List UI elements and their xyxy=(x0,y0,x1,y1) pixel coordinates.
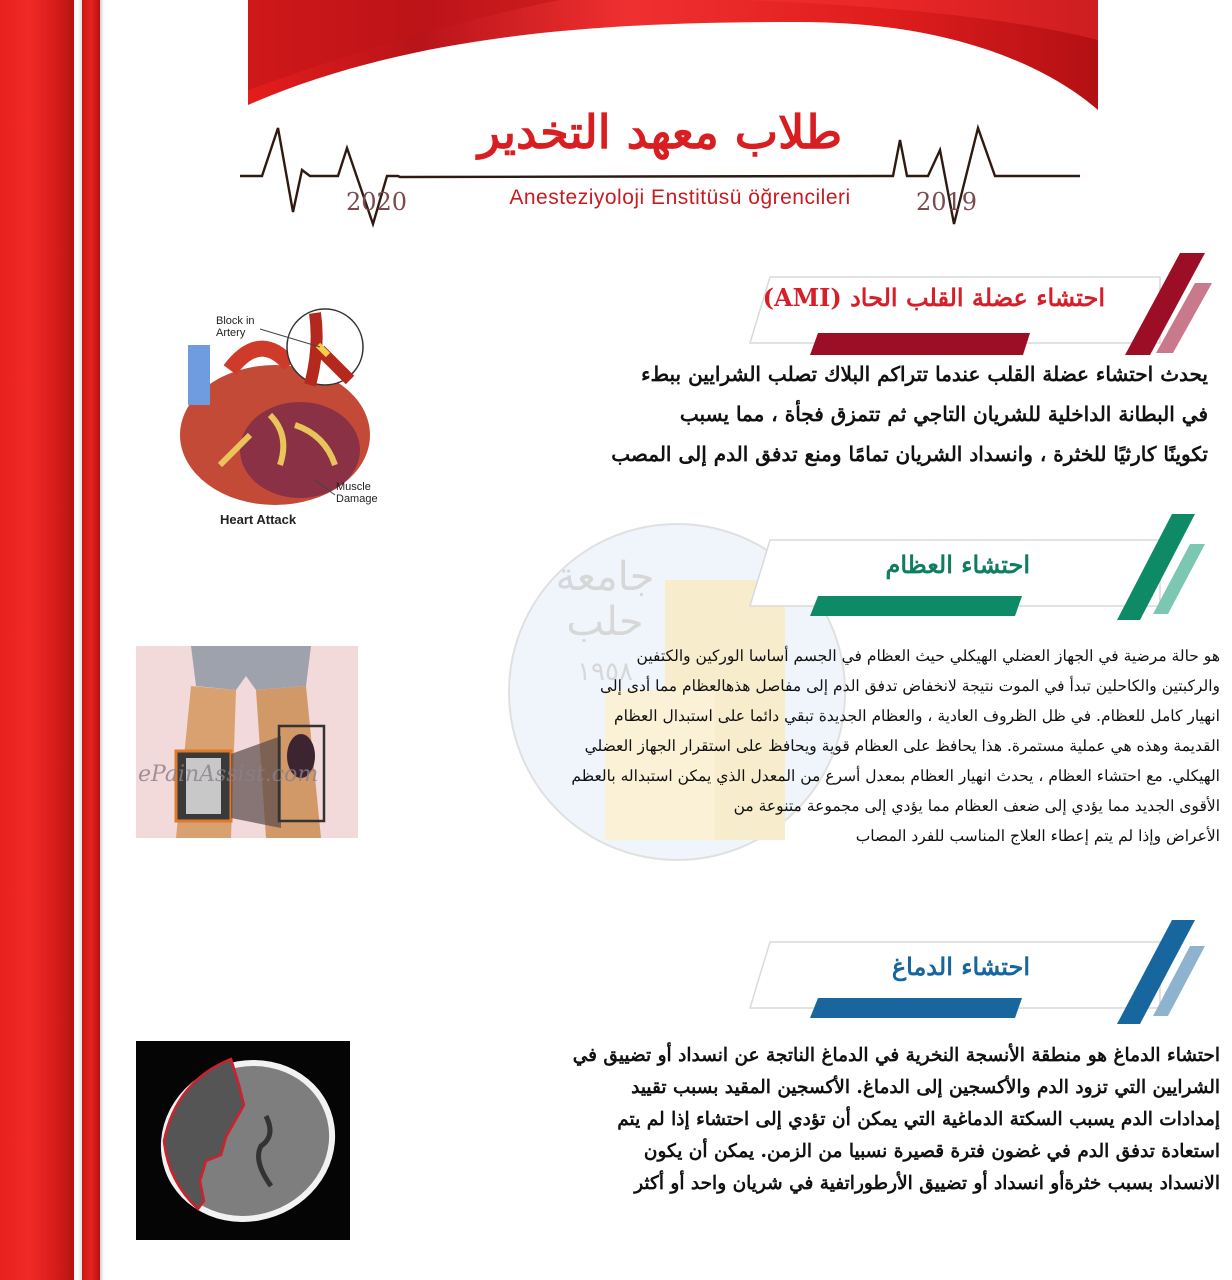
knee-xray-image xyxy=(136,646,358,838)
section-body-bone xyxy=(380,641,1220,851)
red-stripe-wide xyxy=(0,0,74,1280)
text-line: انهيار كامل للعظام. في ظل الظروف العادية ، والعظام الجديدة تبقي دائما على استبدال العظام xyxy=(614,707,1220,725)
white-stripe xyxy=(74,0,82,1280)
text-line: الأعراض وإذا لم يتم إعطاء العلاج المناسب للفرد المصاب xyxy=(855,827,1220,845)
header-title: طلاب معهد التخدير xyxy=(477,105,843,159)
text-line: القديمة وهذه هي عملية مستمرة. هذا يحافظ على العظام قوية ويحافظ على استقرار الجهاز العضلي xyxy=(584,737,1220,755)
red-stripe-thin xyxy=(82,0,100,1280)
page-header xyxy=(240,100,1080,230)
text-line: والركبتين والكاحلين تبدأ في الموت نتيجة لانخفاض تدفق الدم إلى مفاصل هذهالعظام مما أدى إلى xyxy=(599,677,1220,695)
brain-ct-scan-image xyxy=(136,1041,350,1240)
section-title-bone: احتشاء العظام xyxy=(885,550,1030,579)
section-banner-ami xyxy=(740,245,1220,355)
section-banner-bone xyxy=(740,510,1220,620)
text-line: الشرايين التي تزود الدم والأكسجين إلى الدماغ. الأكسجين المقيد بسبب تقييد xyxy=(631,1077,1220,1098)
text-line: يحدث احتشاء عضلة القلب عندما تتراكم البلاك تصلب الشرايين ببطء xyxy=(641,362,1208,386)
section-title-brain: احتشاء الدماغ xyxy=(891,952,1030,981)
section-banner-brain xyxy=(740,920,1220,1030)
text-line: إمدادات الدم يسبب السكتة الدماغية التي يمكن أن تؤدي إلى احتشاء إذا لم يتم xyxy=(617,1109,1220,1130)
svg-text:حلب: حلب xyxy=(566,599,644,645)
text-line: الأقوى الجديد مما يؤدي إلى ضعف العظام مما يؤدي إلى مجموعة متنوعة من xyxy=(733,797,1220,815)
text-line: تكوينًا كارثيًا للخثرة ، وانسداد الشريان تمامًا ومنع تدفق الدم إلى المصب xyxy=(611,442,1208,466)
image-caption-heart-attack: Heart Attack xyxy=(220,512,297,527)
text-line: هو حالة مرضية في الجهاز العضلي الهيكلي حيث العظام في الجسم أساسا الوركين والكتفين xyxy=(636,647,1220,665)
label-muscle-damage: Muscle Damage xyxy=(336,481,378,505)
section-body-ami xyxy=(488,354,1208,474)
text-line: الانسداد بسبب خثرةأو انسداد أو تضييق الأرطوراتفية في شريان واحد أو أكثر xyxy=(634,1173,1220,1194)
text-line: في البطانة الداخلية للشريان التاجي ثم تتمزق فجأة ، مما يسبب xyxy=(679,402,1208,426)
svg-text:١٩٥٨: ١٩٥٨ xyxy=(577,657,633,687)
text-line: استعادة تدفق الدم في غضون فترة قصيرة نسبيا من الزمن. يمكن أن يكون xyxy=(643,1141,1220,1162)
stripe-shadow xyxy=(100,0,104,1280)
svg-text:جامعة: جامعة xyxy=(555,554,655,600)
heart-attack-image xyxy=(150,305,410,530)
section-title-ami: احتشاء عضلة القلب الحاد (AMI) xyxy=(762,283,1105,312)
text-line: احتشاء الدماغ هو منطقة الأنسجة النخرية في الدماغ الناتجة عن انسداد أو تضييق في xyxy=(572,1045,1220,1066)
left-decorative-stripes xyxy=(0,0,110,1280)
image-watermark-text: ePainAssist.com xyxy=(138,762,319,787)
section-body-brain xyxy=(420,1040,1220,1200)
year-right: 2019 xyxy=(916,188,978,216)
header-subtitle: Anesteziyoloji Enstitüsü öğrencileri xyxy=(509,186,851,209)
label-block-in-artery: Block in Artery xyxy=(216,315,255,339)
text-line: الهيكلي. مع احتشاء العظام ، يحدث انهيار العظام بمعدل أسرع من المعدل الذي يمكن استبداله بالعظم xyxy=(571,767,1220,785)
year-left: 2020 xyxy=(346,188,408,216)
top-red-banner xyxy=(240,0,1098,112)
